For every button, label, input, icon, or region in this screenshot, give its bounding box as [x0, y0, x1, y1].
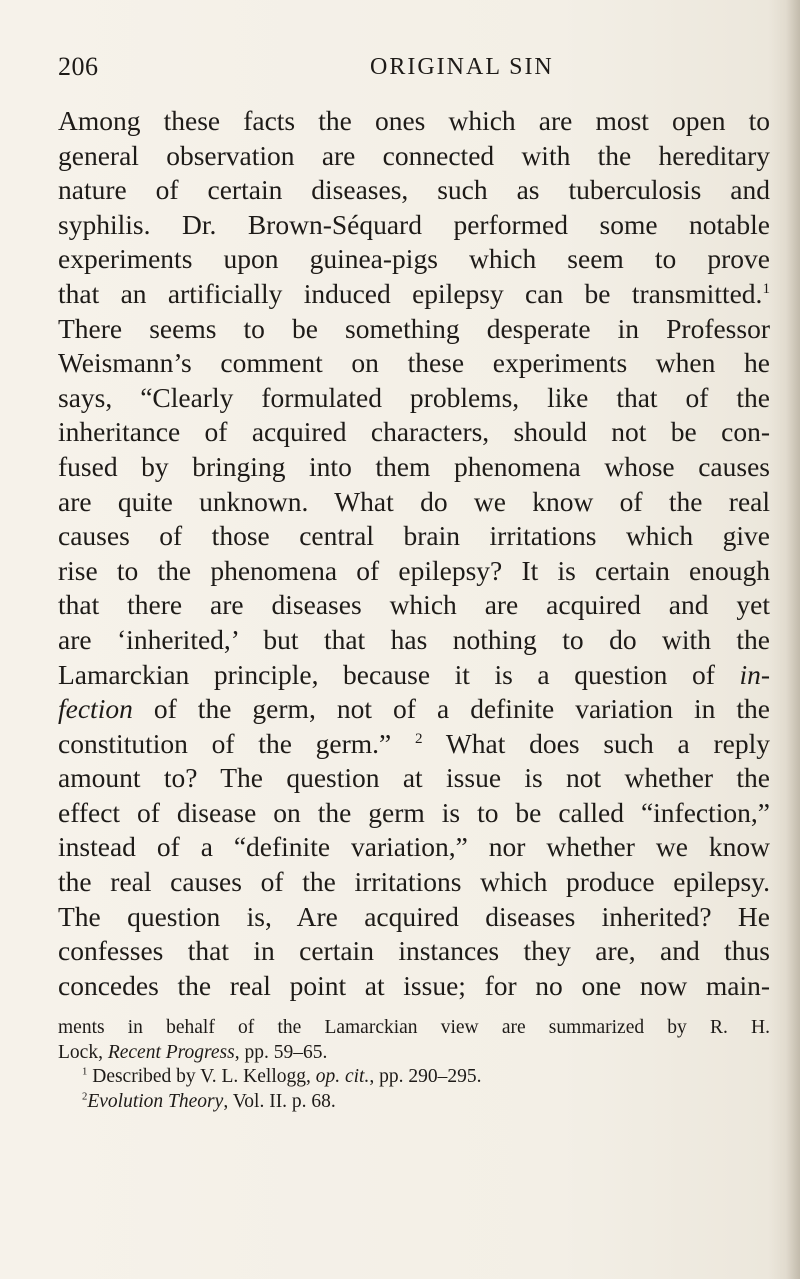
text-segment: , pp. 290–295.: [369, 1066, 482, 1087]
text-line: Among these facts the ones which are most open to: [58, 105, 770, 136]
footnote-2: [58, 1090, 770, 1115]
text-line: The question is, Are acquired diseases inherited? He: [58, 900, 770, 932]
text-line: are ‘inherited,’ but that has nothing to do with the: [58, 623, 770, 655]
italic-word: fection: [58, 693, 133, 725]
footnote-marker: 2: [82, 1090, 88, 1102]
page-edge-shadow: [786, 0, 800, 1279]
page-header: [58, 52, 758, 88]
text-segment: of the germ, not of a definite variation in the: [132, 693, 770, 725]
text-segment: What does such a reply: [422, 727, 770, 759]
text-line: [58, 727, 770, 762]
text-segment: Lock,: [58, 1041, 108, 1063]
citation-abbrev: op. cit.: [315, 1066, 370, 1087]
text-line: general observation are connected with the hereditary: [58, 139, 770, 171]
text-segment: Lamarckian principle, because it is a question of: [58, 658, 715, 690]
text-segment: that an artificially induced epilepsy can be transmitted.: [58, 277, 763, 309]
text-line: experiments upon guinea-pigs which seem to prove: [58, 243, 770, 275]
footnote-ref-1: 1: [762, 280, 770, 297]
footnote-1: [58, 1065, 770, 1090]
text-segment: , pp. 59–65.: [234, 1041, 328, 1063]
text-segment: , Vol. II. p. 68.: [223, 1090, 336, 1112]
text-line: rise to the phenomena of epilepsy? It is certain enough: [58, 554, 770, 586]
text-line: concedes the real point at issue; for no one now main-: [58, 969, 770, 1001]
text-line: There seems to be something desperate in Professor: [58, 312, 770, 344]
text-line: causes of those central brain irritations which give: [58, 520, 770, 552]
footnote-ref-2: 2: [415, 730, 423, 747]
body-paragraph: [58, 104, 770, 1003]
text-line: the real causes of the irritations which produce epilepsy.: [58, 866, 770, 898]
book-title: Recent Progress: [107, 1041, 235, 1063]
text-line: [58, 658, 770, 693]
text-segment: Described by V. L. Kellogg,: [87, 1066, 316, 1087]
text-line: fused by bringing into them phenomena whose causes: [58, 450, 770, 482]
book-title: Evolution Theory: [87, 1090, 224, 1112]
text-line: [58, 277, 770, 312]
text-line: are quite unknown. What do we know of the real: [58, 485, 770, 517]
footnotes: [58, 1016, 770, 1114]
text-line: confesses that in certain instances they are, and thus: [58, 935, 770, 967]
footnote-marker: 1: [82, 1065, 88, 1078]
text-segment: constitution of the germ.”: [58, 727, 392, 759]
text-line: [58, 692, 770, 727]
text-line: amount to? The question at issue is not whether the: [58, 762, 770, 794]
footnote-continuation: ments in behalf of the Lamarckian view are summarized by R. H.: [58, 1017, 770, 1038]
text-line: Weismann’s comment on these experiments when he: [58, 347, 770, 379]
text-line: says, “Clearly formulated problems, like that of the: [58, 381, 770, 413]
text-line: syphilis. Dr. Brown-Séquard performed some notable: [58, 208, 770, 240]
text-line: inheritance of acquired characters, should not be con-: [58, 416, 770, 448]
text-line: nature of certain diseases, such as tuberculosis and: [58, 174, 770, 206]
text-line: effect of disease on the germ is to be called “infection,”: [58, 796, 770, 828]
text-line: instead of a “definite variation,” nor whether we know: [58, 831, 770, 863]
italic-word: in-: [739, 658, 770, 690]
running-title: ORIGINAL SIN: [370, 54, 554, 80]
text-line: that there are diseases which are acquired and yet: [58, 589, 770, 621]
page-number: 206: [58, 52, 99, 81]
footnote-continuation: [58, 1041, 770, 1066]
